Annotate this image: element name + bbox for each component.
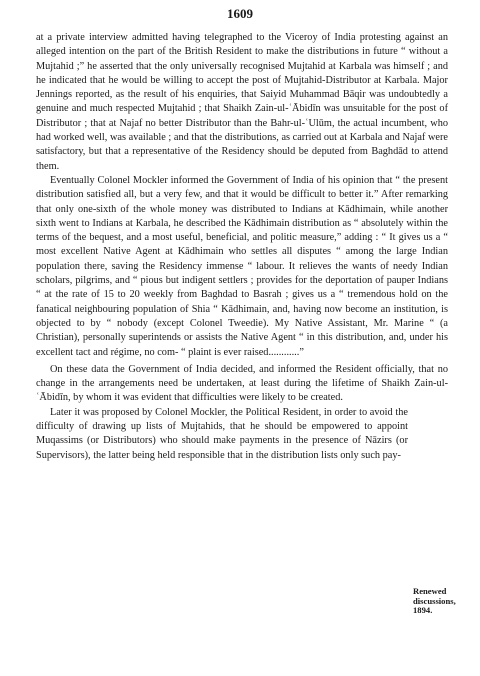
paragraph-4: Later it was proposed by Colonel Mockler, the Political Resident, in order to avoid the difficulty of drawing up lists of Mujtahids, that he should be empowered to appoint Muqassims (or Distributors) who should make payments in the presence of Nāzirs (or Supervisors), the latter being held responsible that in the distribution lists only such pay- (36, 406, 448, 463)
paragraph-3: On these data the Government of India decided, and informed the Resident officially, that no change in the arrangements need be undertaken, at least during the lifetime of Shaikh Zain-ul-ʿĀbidīn, by whom it was evident that difficulties were likely to be created. (36, 363, 448, 404)
margin-note-line-3: 1894. (413, 605, 433, 616)
paragraph-2: Eventually Colonel Mockler informed the Government of India of his opinion that “ the present distribution satisfied all, but a very few, and that it would be difficult to better it.” After remarking that only one-sixth of the whole money was distributed to Indians at Kādhimain, while another sixth went to Indians at Karbala, he described the Kādhimain distribution as “ absolutely within the terms of the bequest, and a most useful, beneficial, and politic measure,” adding : “ It gives us a “ most excellent Native Agent at Kādhimain who settles all disputes “ among the large Indian population there, saving the Residency immense “ labour. It relieves the wants of needy Indian scholars, pilgrims, and “ pious but indigent settlers ; provides for the deportation of pauper Indians “ at the rate of 15 to 20 weekly from Baghdad to Basrah ; gives us a “ tremendous hold on the fanatical neighbouring population of Shia “ Kādhimain, and, having now become an institution, is objected to by “ nobody (except Colonel Tweedie). My Native Assistant, Mr. Marine “ (a Christian), personally superintends or assists the Native Agent “ in this distribution, and, under his excellent tact and régime, no com- “ plaint is ever raised............” (36, 174, 448, 358)
body-text (36, 31, 448, 463)
margin-note-spacer (408, 406, 448, 436)
page-number: 1609 (227, 6, 253, 21)
margin-note-line-2: discussions, (413, 595, 456, 606)
paragraph-1: at a private interview admitted having telegraphed to the Viceroy of India protesting against an alleged intention on the part of the British Resident to make the distributions in future “ without a Mujtahid ;” he asserted that the only universally recognised Mujtahid at Karbala was himself ; and he indicated that he would be willing to accept the post of Mujtahid-Distributor at Karbala. Major Jennings reported, as the result of his enquiries, that Saiyid Muhammad Bāqir was undoubtedly a genuine and much respected Mujtahid ; that Shaikh Zain-ul-ʿĀbidīn was unsuitable for the post of Distributor ; that at Najaf no better Distributor than the Bahr-ul-ʿUlūm, the actual incumbent, who had worked well, was available ; and that the distributions, as carried out at Karbala and Najaf were satisfactory, but that a representative of the Residency should be deputed from Baghdād to attend them. (36, 32, 448, 172)
margin-note (413, 587, 475, 616)
margin-note-line-1: Renewed (413, 586, 447, 596)
